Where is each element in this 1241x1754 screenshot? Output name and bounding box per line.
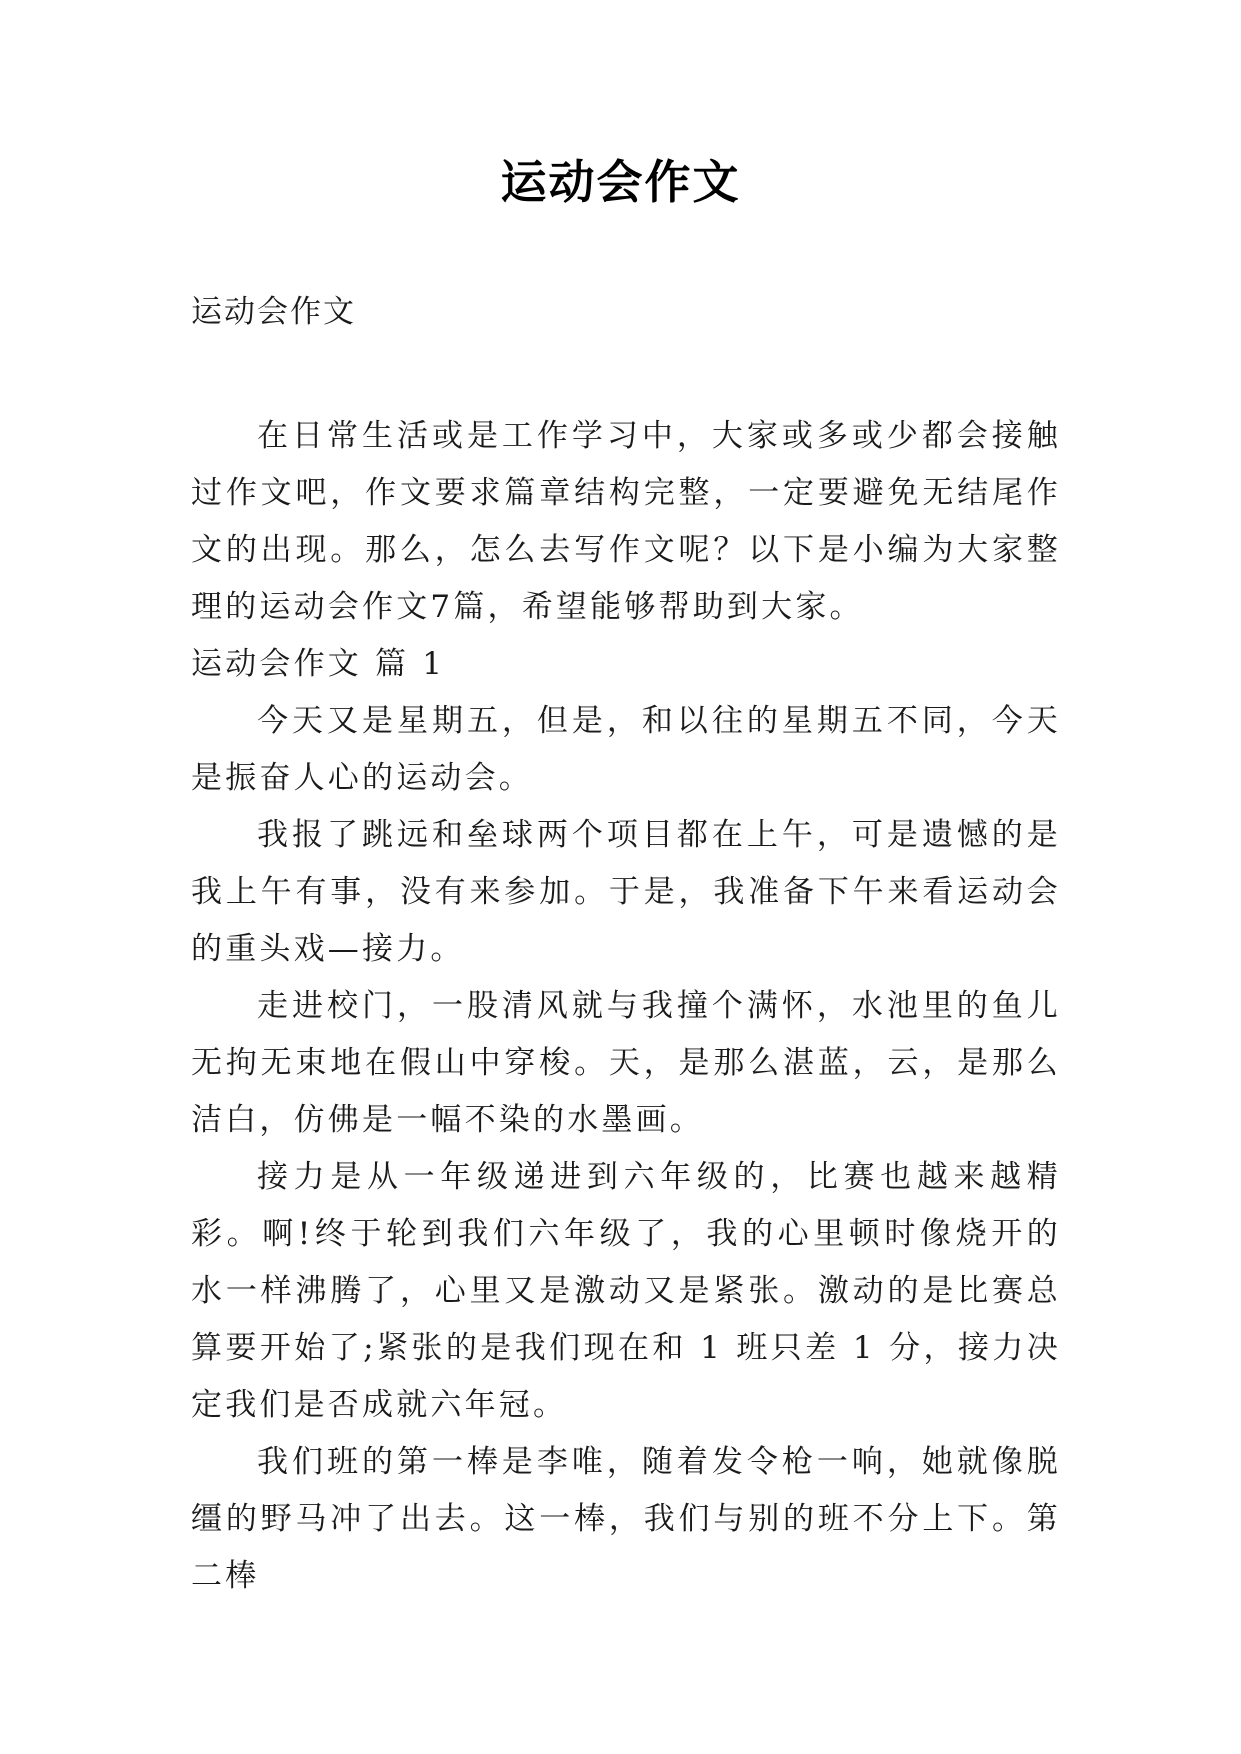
document-body — [191, 408, 1061, 1605]
document-subtitle: 运动会作文 — [191, 294, 356, 330]
document-title: 运动会作文 — [500, 155, 741, 209]
intro-paragraph: 在日常生活或是工作学习中，大家或多或少都会接触过作文吧，作文要求篇章结构完整，一定要避免无结尾作文的出现。那么，怎么去写作文呢？以下是小编为大家整理的运动会作文7篇，希望能够帮助到大家。 — [191, 418, 1061, 625]
body-paragraph: 接力是从一年级递进到六年级的，比赛也越来越精彩。啊!终于轮到我们六年级了，我的心里顿时像烧开的水一样沸腾了，心里又是激动又是紧张。激动的是比赛总算要开始了;紧张的是我们现在和 1 班只差 1 分，接力决定我们是否成就六年冠。 — [191, 1159, 1061, 1423]
body-paragraph: 走进校门，一股清风就与我撞个满怀，水池里的鱼儿无拘无束地在假山中穿梭。天，是那么湛蓝，云，是那么洁白，仿佛是一幅不染的水墨画。 — [191, 988, 1061, 1138]
body-paragraph: 我们班的第一棒是李唯，随着发令枪一响，她就像脱缰的野马冲了出去。这一棒，我们与别的班不分上下。第二棒 — [191, 1444, 1061, 1594]
body-paragraph: 我报了跳远和垒球两个项目都在上午，可是遗憾的是我上午有事，没有来参加。于是，我准备下午来看运动会的重头戏—接力。 — [191, 817, 1061, 967]
body-paragraph: 今天又是星期五，但是，和以往的星期五不同，今天是振奋人心的运动会。 — [191, 703, 1061, 796]
section-heading: 运动会作文 篇 1 — [191, 646, 446, 682]
